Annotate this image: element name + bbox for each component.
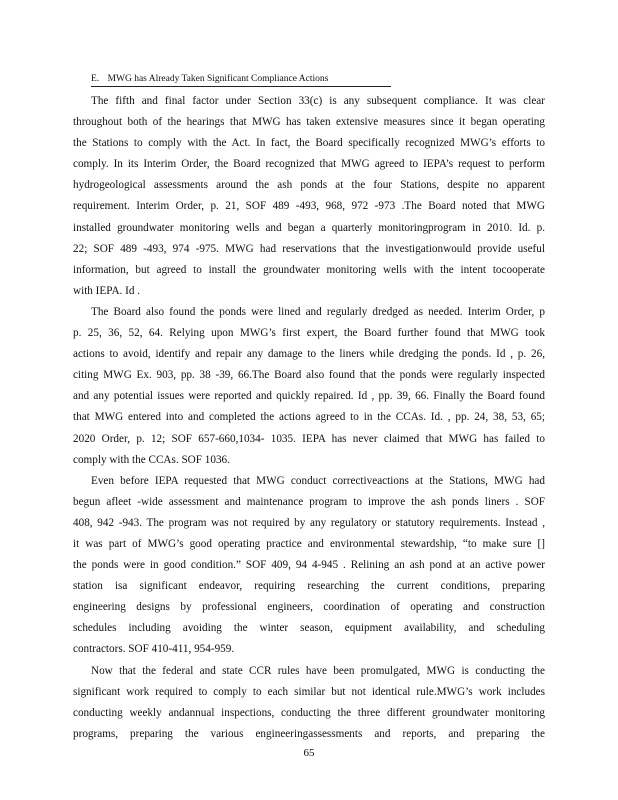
body-text xyxy=(73,91,545,745)
text-line: comply with the CCAs. SOF 1036. xyxy=(73,453,230,466)
text-line: p. 25, 36, 52, 64. Relying upon MWG’s first expert, the Board further found that MWG took xyxy=(73,327,545,340)
text-line: contractors. SOF 410-411, 954-959. xyxy=(73,643,235,656)
text-line: 2020 Order, p. 12; SOF 657-660,1034- 1035. IEPA has never claimed that MWG has failed to xyxy=(73,432,545,445)
text-line: engineering designs by professional engineers, coordination of operating and construction xyxy=(73,601,545,614)
text-line: Now that the federal and state CCR rules have been promulgated, MWG is conducting the xyxy=(91,664,545,677)
text-line: The fifth and final factor under Section 33(c) is any subsequent compliance. It was clear xyxy=(91,95,545,107)
text-line: with IEPA. Id . xyxy=(73,284,141,297)
section-heading xyxy=(91,73,391,87)
text-line: station isa significant endeavor, requiring researching the current conditions, preparing xyxy=(73,580,545,593)
section-letter: E. xyxy=(91,74,100,84)
page-number: 65 xyxy=(303,747,315,759)
text-line: hydrogeological assessments around the ash ponds at the four Stations, despite no apparent xyxy=(73,179,545,192)
text-line: it was part of MWG’s good operating practice and environmental stewardship, “to make sure [] xyxy=(73,537,545,550)
section-title: MWG has Already Taken Significant Compliance Actions xyxy=(107,74,329,84)
text-line: requirement. Interim Order, p. 21, SOF 489 -493, 968, 972 -973 .The Board noted that MWG xyxy=(73,200,545,213)
text-line: information, but agreed to install the groundwater monitoring wells with the intent tocooperate xyxy=(73,263,545,276)
text-line: comply. In its Interim Order, the Board recognized that MWG agreed to IEPA’s request to perform xyxy=(73,158,545,171)
text-line: Even before IEPA requested that MWG conduct correctiveactions at the Stations, MWG had xyxy=(91,474,545,487)
text-line: installed groundwater monitoring wells and began a quarterly monitoringprogram in 2010. Id. p. xyxy=(73,221,545,234)
text-line: 22; SOF 489 -493, 974 -975. MWG had reservations that the investigationwould provide useful xyxy=(73,242,545,255)
text-line: The Board also found the ponds were lined and regularly dredged as needed. Interim Order, p xyxy=(91,305,545,318)
text-line: conducting weekly andannual inspections, conducting the three different groundwater monitoring xyxy=(73,706,545,719)
text-line: programs, preparing the various engineeringassessments and reports, and preparing the xyxy=(73,727,545,740)
text-line: throughout both of the hearings that MWG has taken extensive measures since it began operating xyxy=(73,116,545,129)
text-line: actions to avoid, identify and repair any damage to the liners while dredging the ponds. Id , p. 26, xyxy=(73,348,545,361)
text-line: significant work required to comply to each similar but not identical rule.MWG’s work includes xyxy=(73,685,545,698)
text-line: begun afleet -wide assessment and maintenance program to improve the ash ponds liners . SOF xyxy=(73,495,545,508)
text-line: the ponds were in good condition.” SOF 409, 94 4-945 . Relining an ash pond at an active power xyxy=(73,559,545,572)
text-line: and any potential issues were reported and quickly repaired. Id , pp. 39, 66. Finally the Board found xyxy=(73,390,545,403)
text-line: citing MWG Ex. 903, pp. 38 -39, 66.The Board also found that the ponds were regularly inspected xyxy=(73,369,545,382)
text-line: the Stations to comply with the Act. In fact, the Board specifically recognized MWG’s efforts to xyxy=(73,137,545,150)
text-line: that MWG entered into and completed the actions agreed to in the CCAs. Id. , pp. 24, 38, 53, 65; xyxy=(73,411,545,424)
text-line: 408, 942 -943. The program was not required by any regulatory or statutory requirements. Instead , xyxy=(73,516,545,529)
text-line: schedules including avoiding the winter season, equipment availability, and scheduling xyxy=(73,622,545,635)
